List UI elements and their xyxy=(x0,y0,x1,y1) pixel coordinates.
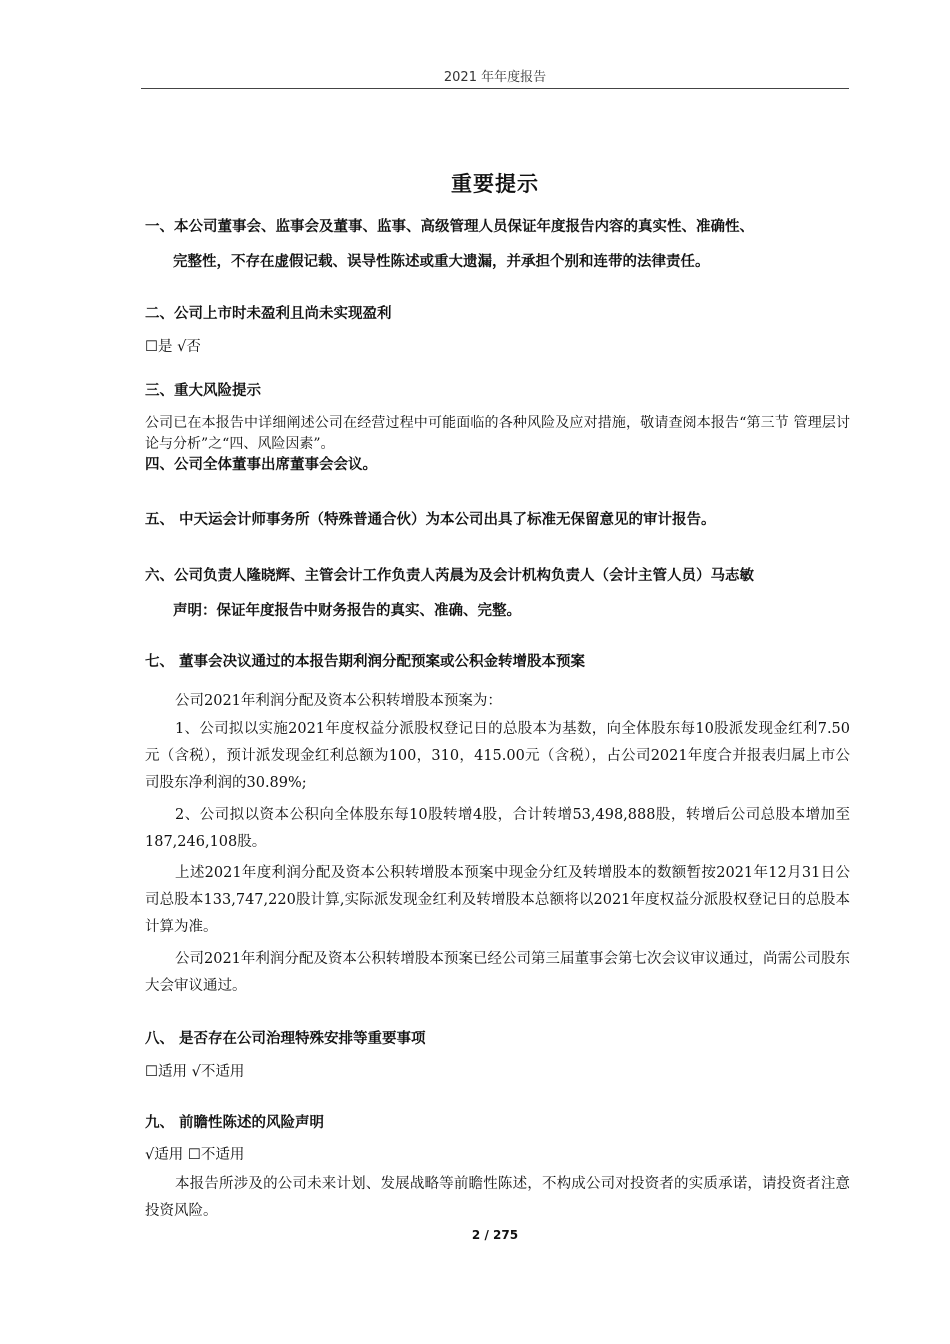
section-6-line-1: 六、公司负责人隆晓辉、主管会计工作负责人芮晨为及会计机构负责人（会计主管人员）马志敏 xyxy=(145,568,754,584)
section-7-para-1: 公司2021年利润分配及资本公积转增股本预案为： xyxy=(175,693,502,709)
section-9-text: 本报告所涉及的公司未来计划、发展战略等前瞻性陈述，不构成公司对投资者的实质承诺，请投资者注意投资风险。 xyxy=(145,1176,850,1219)
section-5-heading: 五、 中天运会计师事务所（特殊普通合伙）为本公司出具了标准无保留意见的审计报告。 xyxy=(145,512,716,528)
section-8-heading: 八、 是否存在公司治理特殊安排等重要事项 xyxy=(145,1031,426,1047)
page-title: 重要提示 xyxy=(451,172,539,196)
section-9-heading: 九、 前瞻性陈述的风险声明 xyxy=(145,1115,325,1131)
section-2-options: ☐是 √否 xyxy=(145,339,201,355)
section-2-heading: 二、公司上市时未盈利且尚未实现盈利 xyxy=(145,306,392,322)
section-1-line-1: 一、本公司董事会、监事会及董事、监事、高级管理人员保证年度报告内容的真实性、准确性、 xyxy=(145,219,754,235)
section-3-heading: 三、重大风险提示 xyxy=(145,383,261,399)
section-7-para-2: 1、公司拟以实施2021年度权益分派股权登记日的总股本为基数，向全体股东每10股派发现金红利7.50元（含税），预计派发现金红利总额为100，310，415.00元（含税），占公司2021年度合并报表归属上市公司股东净利润的30.89%; xyxy=(145,721,850,791)
page-number: 2 / 275 xyxy=(471,1228,519,1242)
section-7-heading: 七、 董事会决议通过的本报告期利润分配预案或公积金转增股本预案 xyxy=(145,654,586,670)
section-1-line-2: 完整性，不存在虚假记载、误导性陈述或重大遗漏，并承担个别和连带的法律责任。 xyxy=(173,254,710,270)
section-7-para-3: 2、公司拟以资本公积向全体股东每10股转增4股，合计转增53,498,888股，转增后公司总股本增加至187,246,108股。 xyxy=(145,807,850,850)
section-7-para-4: 上述2021年度利润分配及资本公积转增股本预案中现金分红及转增股本的数额暂按2021年12月31日公司总股本133,747,220股计算,实际派发现金红利及转增股本总额将以2021年度权益分派股权登记日的总股本计算为准。 xyxy=(145,865,850,935)
section-8-options: ☐适用 √不适用 xyxy=(145,1064,245,1080)
section-6 xyxy=(145,559,850,629)
section-4-heading: 四、公司全体董事出席董事会会议。 xyxy=(145,457,377,473)
section-1 xyxy=(145,210,850,280)
section-9-options: √适用 ☐不适用 xyxy=(145,1147,245,1163)
section-7-para-5: 公司2021年利润分配及资本公积转增股本预案已经公司第三届董事会第七次会议审议通过，尚需公司股东大会审议通过。 xyxy=(145,951,850,994)
section-3-text: 公司已在本报告中详细阐述公司在经营过程中可能面临的各种风险及应对措施，敬请查阅本报告“第三节 管理层讨论与分析”之“四、风险因素”。 xyxy=(145,415,850,452)
section-6-line-2: 声明：保证年度报告中财务报告的真实、准确、完整。 xyxy=(173,603,521,619)
page-header: 2021 年年度报告 xyxy=(141,66,849,89)
